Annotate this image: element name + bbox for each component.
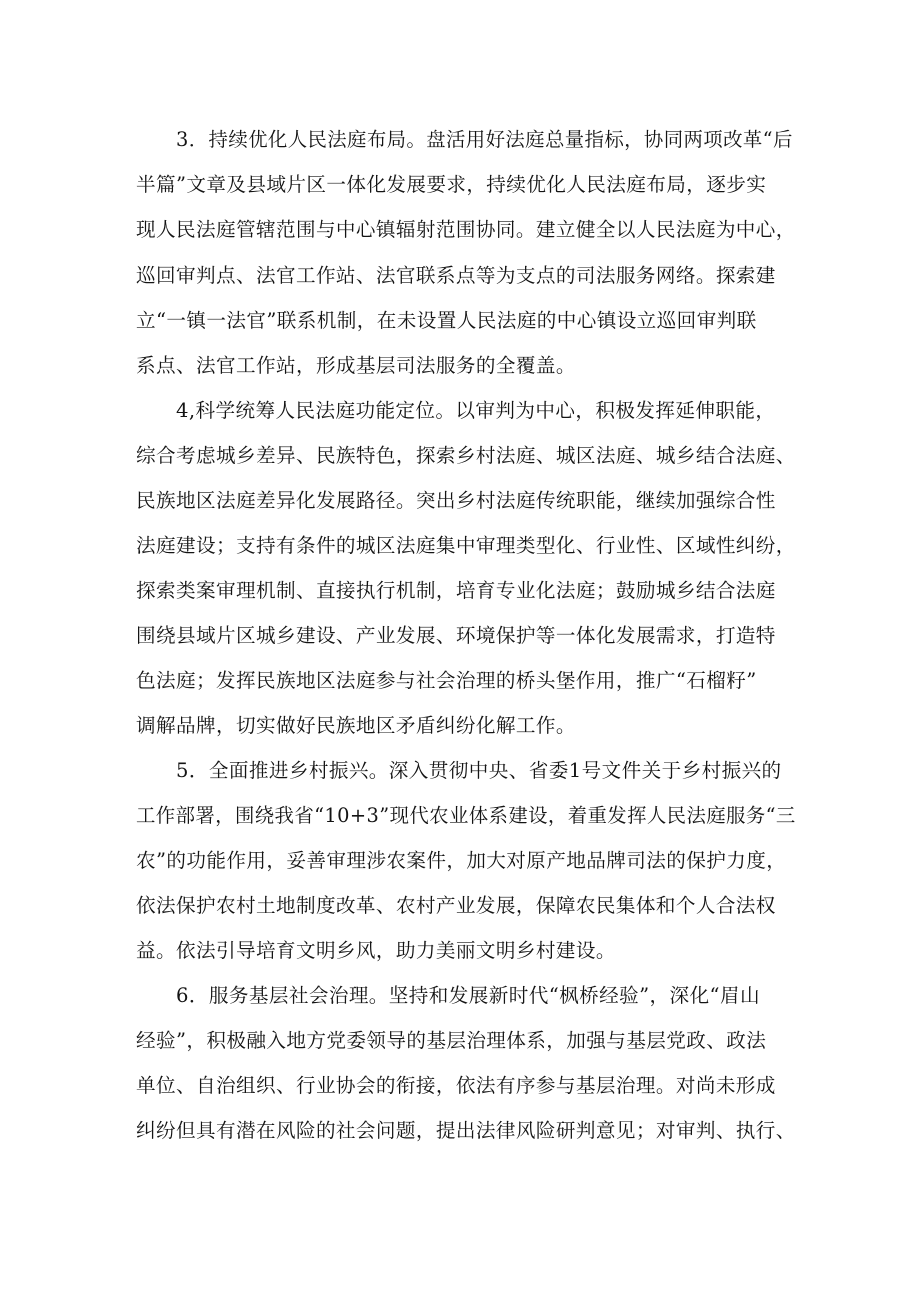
paragraph-5-line: 工作部署，围绕我省“10+3”现代农业体系建设，着重发挥人民法庭服务“三 xyxy=(136,804,796,827)
paragraph-4-line: 探索类案审理机制、直接执行机制，培育专业化法庭；鼓励城乡结合法庭 xyxy=(136,579,776,602)
paragraph-5-line: 5．全面推进乡村振兴。深入贯彻中央、省委1号文件关于乡村振兴的 xyxy=(176,759,782,782)
paragraph-3-line: 3．持续优化人民法庭布局。盘活用好法庭总量指标，协同两项改革“后 xyxy=(176,128,793,151)
paragraph-4-line: 调解品牌，切实做好民族地区矛盾纠纷化解工作。 xyxy=(136,714,576,737)
paragraph-4-line: 法庭建设；支持有条件的城区法庭集中审理类型化、行业性、区域性纠纷， xyxy=(136,534,796,557)
paragraph-4-line: 围绕县域片区城乡建设、产业发展、环境保护等一体化发展需求，打造特 xyxy=(136,624,776,647)
paragraph-6-line: 单位、自治组织、行业协会的衔接，依法有序参与基层治理。对尚未形成 xyxy=(136,1074,776,1097)
paragraph-4-line: 色法庭；发挥民族地区法庭参与社会治理的桥头堡作用，推广“石榴籽” xyxy=(136,669,757,692)
paragraph-4-line: 4,科学统筹人民法庭功能定位。以审判为中心，积极发挥延伸职能， xyxy=(176,399,776,422)
paragraph-3-line: 系点、法官工作站，形成基层司法服务的全覆盖。 xyxy=(136,354,576,377)
paragraph-6-line: 经验”，积极融入地方党委领导的基层治理体系，加强与基层党政、政法 xyxy=(136,1029,767,1052)
paragraph-3-line: 现人民法庭管辖范围与中心镇辐射范围协同。建立健全以人民法庭为中心， xyxy=(136,218,796,241)
paragraph-6-line: 纠纷但具有潜在风险的社会问题，提出法律风险研判意见；对审判、执行、 xyxy=(136,1119,796,1142)
paragraph-6-line: 6．服务基层社会治理。坚持和发展新时代“枫桥经验”，深化“眉山 xyxy=(176,984,760,1007)
paragraph-5-line: 农”的功能作用，妥善审理涉农案件，加大对原产地品牌司法的保护力度， xyxy=(136,849,787,872)
paragraph-3-line: 巡回审判点、法官工作站、法官联系点等为支点的司法服务网络。探索建 xyxy=(136,264,776,287)
paragraph-3-line: 半篇”文章及县域片区一体化发展要求，持续优化人民法庭布局，逐步实 xyxy=(136,173,767,196)
paragraph-4-line: 民族地区法庭差异化发展路径。突出乡村法庭传统职能，继续加强综合性 xyxy=(136,489,776,512)
paragraph-5-line: 益。依法引导培育文明乡风，助力美丽文明乡村建设。 xyxy=(136,939,616,962)
paragraph-4-line: 综合考虑城乡差异、民族特色，探索乡村法庭、城区法庭、城乡结合法庭、 xyxy=(136,444,796,467)
paragraph-5-line: 依法保护农村土地制度改革、农村产业发展，保障农民集体和个人合法权 xyxy=(136,894,776,917)
paragraph-3-line: 立“一镇一法官”联系机制，在未设置人民法庭的中心镇设立巡回审判联 xyxy=(136,309,757,332)
